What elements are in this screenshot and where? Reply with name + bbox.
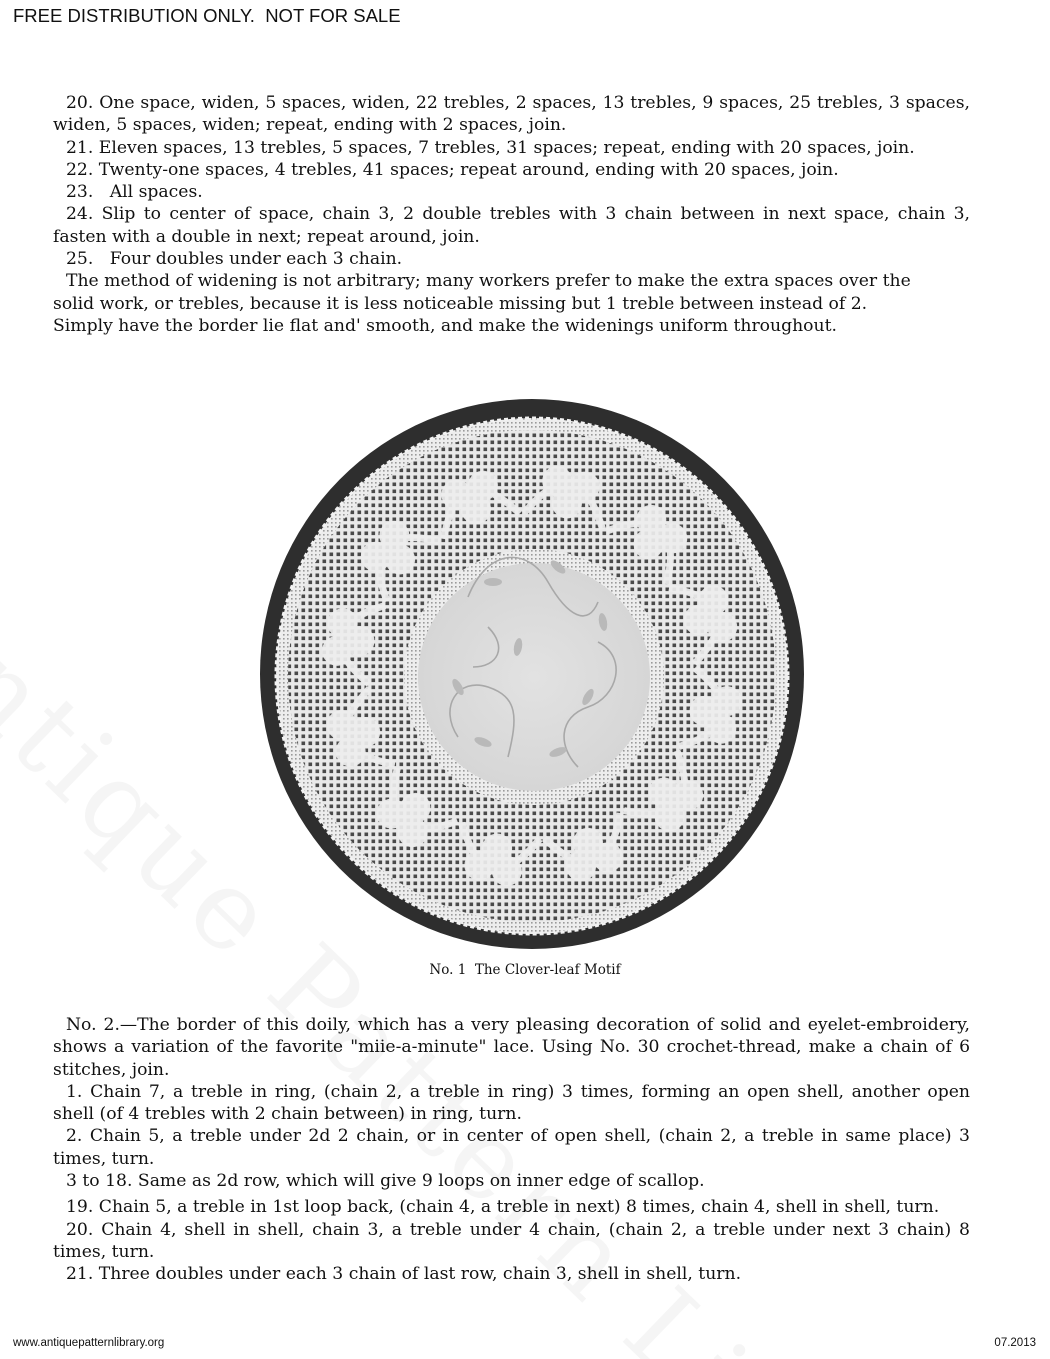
instruction-row-1: 1. Chain 7, a treble in ring, (chain 2, a treble in ring) 3 times, forming an open shell, another open shell (of 4 trebles with 2 chain between) in ring, turn. [53,1081,970,1125]
instruction-row-22: 22. Twenty-one spaces, 4 trebles, 41 spaces; repeat around, ending with 20 spaces, join. [66,159,839,180]
pattern-instructions-continued [53,92,970,337]
instruction-row-24: 24. Slip to center of space, chain 3, 2 double trebles with 3 chain between in next space, chain 3, fasten with a double in next; repeat around, join. [53,204,970,247]
instruction-row-25: 25. Four doubles under each 3 chain. [66,249,403,270]
instruction-row-19: 19. Chain 5, a treble in 1st loop back, (chain 4, a treble in next) 8 times, chain 4, shell in shell, turn. [66,1197,940,1218]
pattern-instructions-no2 [53,1014,970,1286]
instruction-row-23: 23. All spaces. [66,182,203,203]
footer-website-link[interactable]: www.antiquepatternlibrary.org [13,1337,165,1349]
doily-no2-intro: No. 2.—The border of this doily, which has a very pleasing decoration of solid and eyelet-embroidery, shows a variation of the favorite "miie-a-minute" lace. Using No. 30 crochet-thread, make a chain of 6 stitches, join. [53,1015,970,1080]
instruction-row-20-b: 20. Chain 4, shell in shell, chain 3, a treble under 4 chain, (chain 2, a treble under next 3 chain) 8 times, turn. [53,1219,970,1262]
doily-photo [258,397,806,951]
instruction-row-2: 2. Chain 5, a treble under 2d 2 chain, or in center of open shell, (chain 2, a treble in same place) 3 times, turn. [53,1126,970,1169]
instruction-row-21: 21. Eleven spaces, 13 trebles, 5 spaces, 7 trebles, 31 spaces; repeat, ending with 20 spaces, join. [66,137,915,158]
instruction-row-21-b: 21. Three doubles under each 3 chain of last row, chain 3, shell in shell, turn. [66,1264,742,1285]
instruction-rows-3-18: 3 to 18. Same as 2d row, which will give 9 loops on inner edge of scallop. [66,1171,705,1192]
footer-date: 07.2013 [994,1337,1036,1349]
doily-illustration [258,397,806,951]
figure-caption: No. 1 The Clover-leaf Motif [429,962,621,978]
widening-note: The method of widening is not arbitrary; many workers prefer to make the extra spaces over the solid work, or trebles, because it is less noticeable missing but 1 treble between instead of 2. Simply have the border lie flat and' smooth, and make the widenings uniform throughout. [53,271,917,336]
embroidered-leaf [484,578,502,586]
instruction-row-20: 20. One space, widen, 5 spaces, widen, 22 trebles, 2 spaces, 13 trebles, 9 spaces, 25 trebles, 3 spaces, widen, 5 spaces, widen; repeat, ending with 2 spaces, join. [53,93,970,136]
distribution-notice: FREE DISTRIBUTION ONLY. NOT FOR SALE [13,5,401,26]
